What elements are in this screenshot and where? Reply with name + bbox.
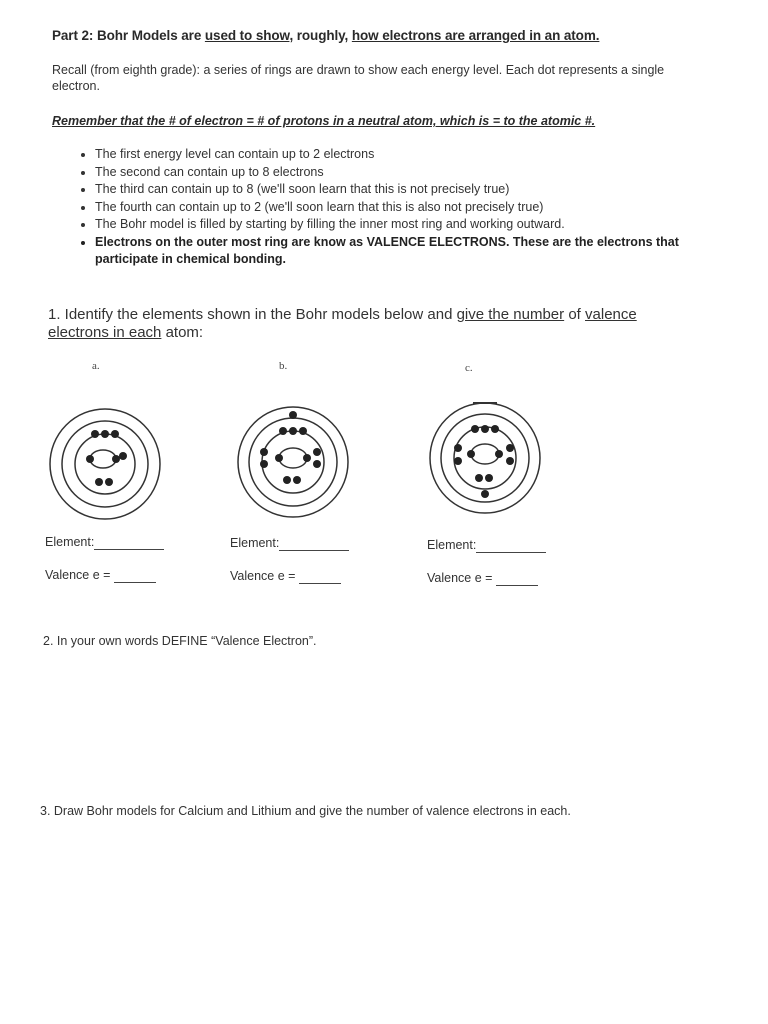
electron bbox=[495, 450, 503, 458]
electron bbox=[475, 474, 483, 482]
model-c-label: c. bbox=[465, 362, 473, 374]
question-3: 3. Draw Bohr models for Calcium and Lithium and give the number of valence electrons in each. bbox=[40, 804, 571, 818]
electron bbox=[105, 478, 113, 486]
electron bbox=[467, 450, 475, 458]
question-1: 1. Identify the elements shown in the Bohr models below and give the number of valence electrons in each atom: bbox=[48, 306, 637, 341]
second-ring bbox=[454, 427, 516, 489]
valence-answer-blank-a[interactable] bbox=[114, 568, 156, 583]
model-b-label: b. bbox=[279, 360, 288, 372]
electron bbox=[119, 452, 127, 460]
electron bbox=[313, 460, 321, 468]
list-item: • The fourth can contain up to 2 (we'll soon learn that this is also not precisely true) bbox=[95, 199, 735, 217]
electron bbox=[91, 430, 99, 438]
outer-ring bbox=[50, 409, 160, 519]
electron bbox=[299, 427, 307, 435]
outer-ring bbox=[238, 407, 348, 517]
list-item: • The first energy level can contain up to 2 electrons bbox=[95, 146, 735, 164]
recall-paragraph: Recall (from eighth grade): a series of rings are drawn to show each energy level. Each dot represents a single electron. bbox=[52, 63, 665, 93]
electron bbox=[454, 457, 462, 465]
inner-ring bbox=[279, 448, 307, 468]
list-item: • Electrons on the outer most ring are know as VALENCE ELECTRONS. These are the electrons that participate in chemical bonding. bbox=[95, 234, 735, 269]
electron bbox=[283, 476, 291, 484]
question-2: 2. In your own words DEFINE “Valence Electron”. bbox=[43, 634, 317, 648]
electron bbox=[485, 474, 493, 482]
bohr-model-a bbox=[45, 404, 165, 524]
electron bbox=[289, 427, 297, 435]
element-answer-blank-a[interactable] bbox=[94, 535, 164, 550]
electron bbox=[289, 411, 297, 419]
valence-answer-blank-c[interactable] bbox=[496, 571, 538, 586]
second-ring bbox=[75, 434, 135, 494]
list-item: • The second can contain up to 8 electrons bbox=[95, 164, 735, 182]
electron bbox=[481, 490, 489, 498]
element-field-c: Element: bbox=[427, 538, 546, 553]
electron bbox=[471, 425, 479, 433]
electron bbox=[491, 425, 499, 433]
electron bbox=[101, 430, 109, 438]
electron bbox=[481, 425, 489, 433]
valence-field-c: Valence e = bbox=[427, 571, 538, 586]
electron bbox=[260, 460, 268, 468]
electron bbox=[506, 444, 514, 452]
list-item: • The third can contain up to 8 (we'll soon learn that this is not precisely true) bbox=[95, 181, 735, 199]
electron bbox=[260, 448, 268, 456]
electron bbox=[303, 454, 311, 462]
model-a-label: a. bbox=[92, 360, 100, 372]
energy-level-rules bbox=[70, 146, 735, 269]
valence-field-a: Valence e = bbox=[45, 568, 156, 583]
element-answer-blank-b[interactable] bbox=[279, 536, 349, 551]
bohr-model-b bbox=[233, 402, 353, 522]
electron bbox=[506, 457, 514, 465]
valence-answer-blank-b[interactable] bbox=[299, 569, 341, 584]
element-field-a: Element: bbox=[45, 535, 164, 550]
bohr-model-c bbox=[425, 396, 545, 516]
electron bbox=[95, 478, 103, 486]
electron bbox=[293, 476, 301, 484]
electron bbox=[111, 430, 119, 438]
electron bbox=[86, 455, 94, 463]
remember-note: Remember that the # of electron = # of protons in a neutral atom, which is = to the atomic #. bbox=[52, 114, 596, 128]
list-item: • The Bohr model is filled by starting by filling the inner most ring and working outward. bbox=[95, 216, 735, 234]
electron bbox=[275, 454, 283, 462]
electron bbox=[279, 427, 287, 435]
element-answer-blank-c[interactable] bbox=[476, 538, 546, 553]
electron bbox=[313, 448, 321, 456]
part2-title: Part 2: Bohr Models are used to show, roughly, how electrons are arranged in an atom. bbox=[52, 28, 600, 43]
valence-field-b: Valence e = bbox=[230, 569, 341, 584]
electron bbox=[112, 455, 120, 463]
electron bbox=[454, 444, 462, 452]
inner-ring bbox=[471, 444, 499, 464]
element-field-b: Element: bbox=[230, 536, 349, 551]
